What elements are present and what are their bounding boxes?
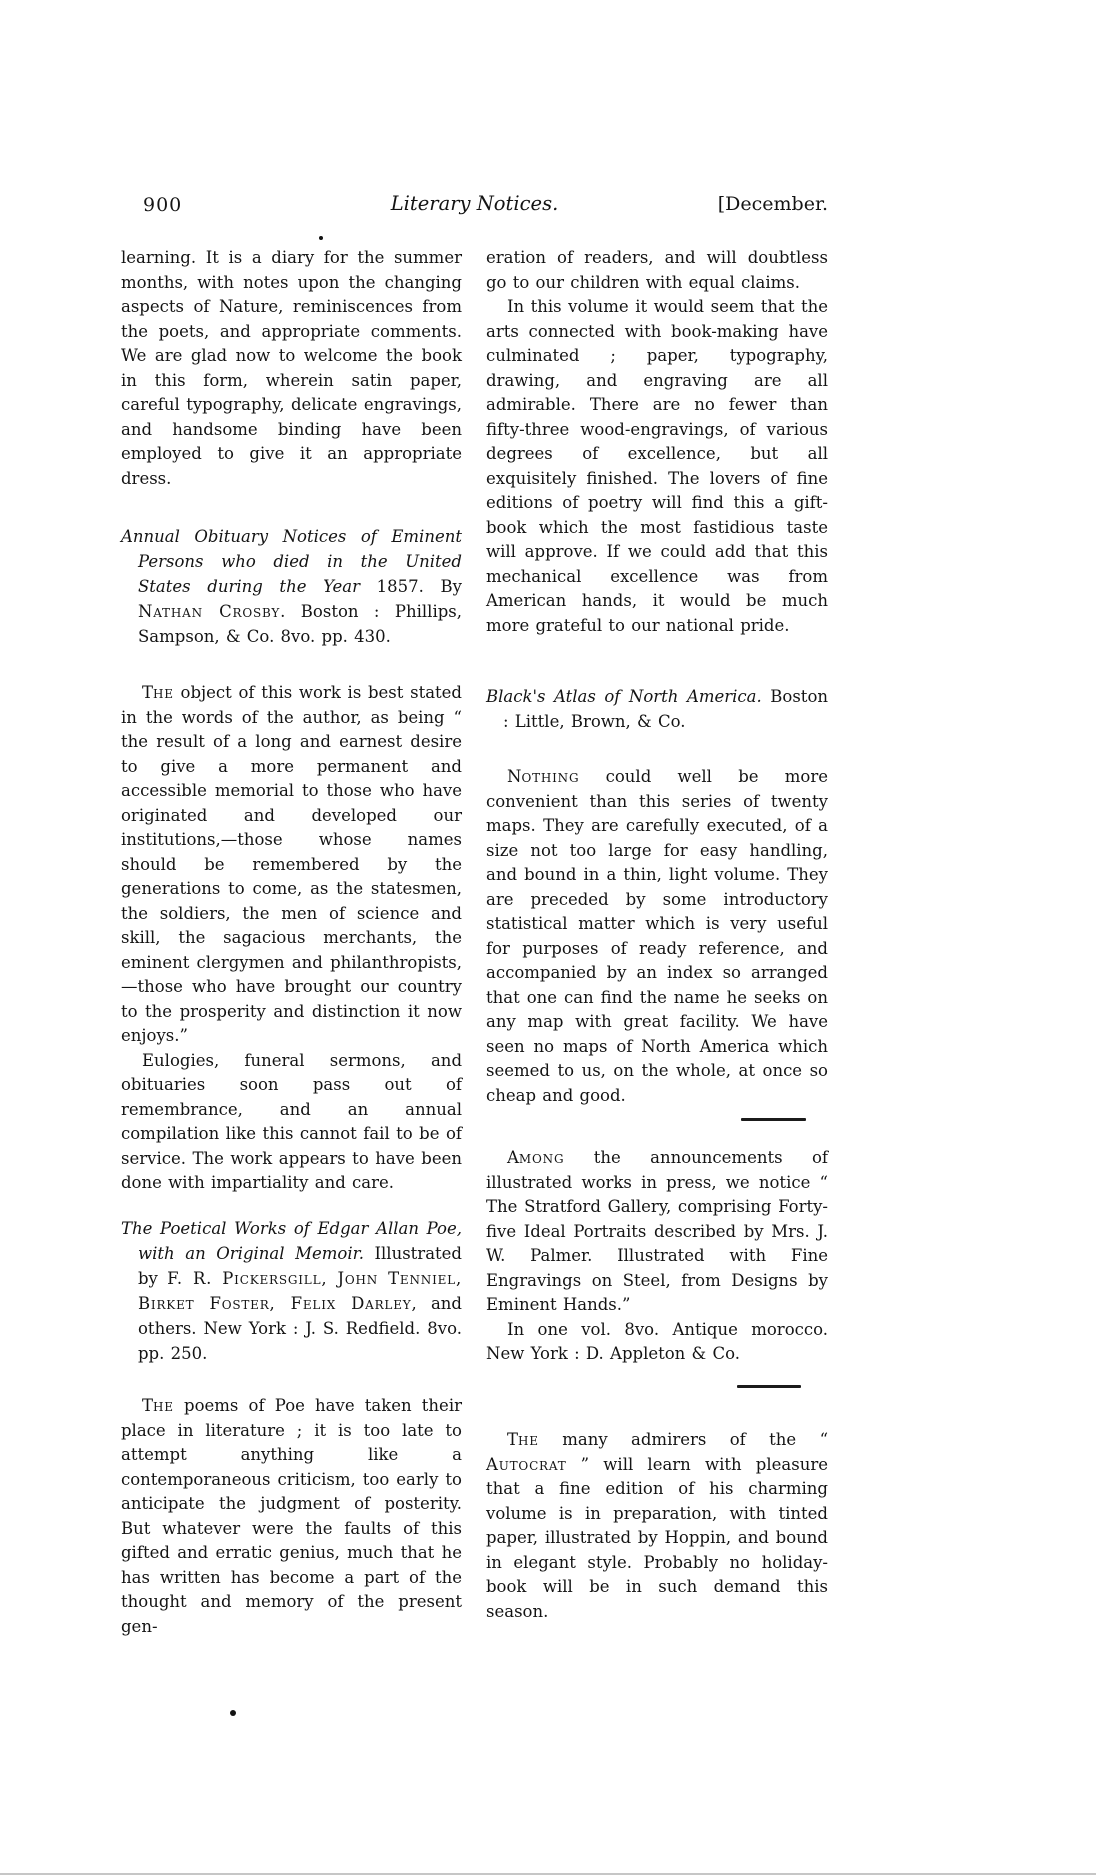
right-column-continuation-block xyxy=(486,246,828,638)
paragraph-eulogies: Eulogies, funeral sermons, and obituaries soon pass out of remembrance, and an annual compilation like this cannot fail to be of service. The work appears to have been done with impartiality and care. xyxy=(121,1050,462,1192)
review-atlas-block xyxy=(486,765,828,1108)
paragraph-among: Among the announcements of illustrated works in press, we notice “ The Stratford Gallery, comprising Forty-five Ideal Portraits described by Mrs. J. W. Palmer. Illustrated with Fine Engravings on Steel, from Designs by Eminent Hands.” xyxy=(486,1148,828,1314)
paragraph-eration: eration of readers, and will doubtless go to our children with equal claims. xyxy=(486,248,828,292)
running-title: Literary Notices. xyxy=(390,192,559,215)
ink-speck xyxy=(319,236,323,240)
running-header xyxy=(121,192,828,222)
left-column-continuation-block xyxy=(121,246,462,491)
review-poe-block xyxy=(121,1394,462,1639)
book-citation-atlas xyxy=(486,684,828,734)
paragraph-onevol: In one vol. 8vo. Antique morocco. New York : D. Appleton & Co. xyxy=(486,1319,828,1363)
paragraph-autocrat: The many admirers of the “ Autocrat ” will learn with pleasure that a fine edition of his charming volume is in preparation, with tinted paper, illustrated by Hoppin, and bound in elegant style. Probably no holiday-book will be in such demand this season. xyxy=(486,1430,828,1621)
citation-text: Black's Atlas of North America. Boston : Little, Brown, & Co. xyxy=(486,687,829,731)
paragraph-poems: The poems of Poe have taken their place in literature ; it is too late to attempt anything like a contemporaneous criticism, too early to anticipate the judgment of posterity. But whatever were the faults of this gifted and erratic genius, much that he has written has become a part of the thought and memory of the present gen- xyxy=(121,1396,462,1636)
issue-date: [December. xyxy=(717,193,828,215)
book-citation-poe xyxy=(121,1216,462,1366)
announcement-autocrat-block xyxy=(486,1428,828,1624)
section-divider xyxy=(741,1118,806,1121)
paragraph-learning: learning. It is a diary for the summer months, with notes upon the changing aspects of Nature, reminiscences from the poets, and appropriate comments. We are glad now to welcome the book in this form, wherein satin paper, careful typography, delicate engravings, and handsome binding have been employed to give it an appropriate dress. xyxy=(121,248,462,488)
review-crosby-block xyxy=(121,681,462,1196)
page-number: 900 xyxy=(143,194,183,216)
citation-text: Annual Obituary Notices of Eminent Persons who died in the United States during the Year 1857. By Nathan Crosby. Boston : Phillips, Sampson, & Co. 8vo. pp. 430. xyxy=(121,527,462,646)
paragraph-object: The object of this work is best stated in the words of the author, as being “ the result of a long and earnest desire to give a more permanent and accessible memorial to those who have originated and developed our institutions,—those whose names should be remembered by the generations to come, as the statesmen, the soldiers, the men of science and skill, the sagacious merchants, the eminent clergymen and philanthropists,—those who have brought our country to the prosperity and distinction it now enjoys.” xyxy=(121,683,462,1045)
paragraph-nothing: Nothing could well be more convenient than this series of twenty maps. They are carefully executed, of a size not too large for easy handling, and bound in a thin, light volume. They are preceded by some introductory statistical matter which is very useful for purposes of ready reference, and accompanied by an index so arranged that one can find the name he seeks on any map with great facility. We have seen no maps of North America which seemed to us, on the whole, at once so cheap and good. xyxy=(486,767,828,1105)
announcement-stratford-block xyxy=(486,1146,828,1367)
ink-speck xyxy=(230,1710,236,1716)
citation-text: The Poetical Works of Edgar Allan Poe, with an Original Memoir. Illustrated by F. R. Pickersgill, John Tenniel, Birket Foster, Felix Darley, and others. New York : J. S. Redfield. 8vo. pp. 250. xyxy=(121,1219,462,1363)
section-divider xyxy=(737,1385,801,1388)
book-citation-crosby xyxy=(121,524,462,649)
paragraph-volume: In this volume it would seem that the arts connected with book-making have culminated ; paper, typography, drawing, and engraving are all admirable. There are no fewer than fifty-three wood-engravings, of various degrees of excellence, but all exquisitely finished. The lovers of fine editions of poetry will find this a gift-book which the most fastidious taste will approve. If we could add that this mechanical excellence was from American hands, it would be much more grateful to our national pride. xyxy=(486,297,828,635)
